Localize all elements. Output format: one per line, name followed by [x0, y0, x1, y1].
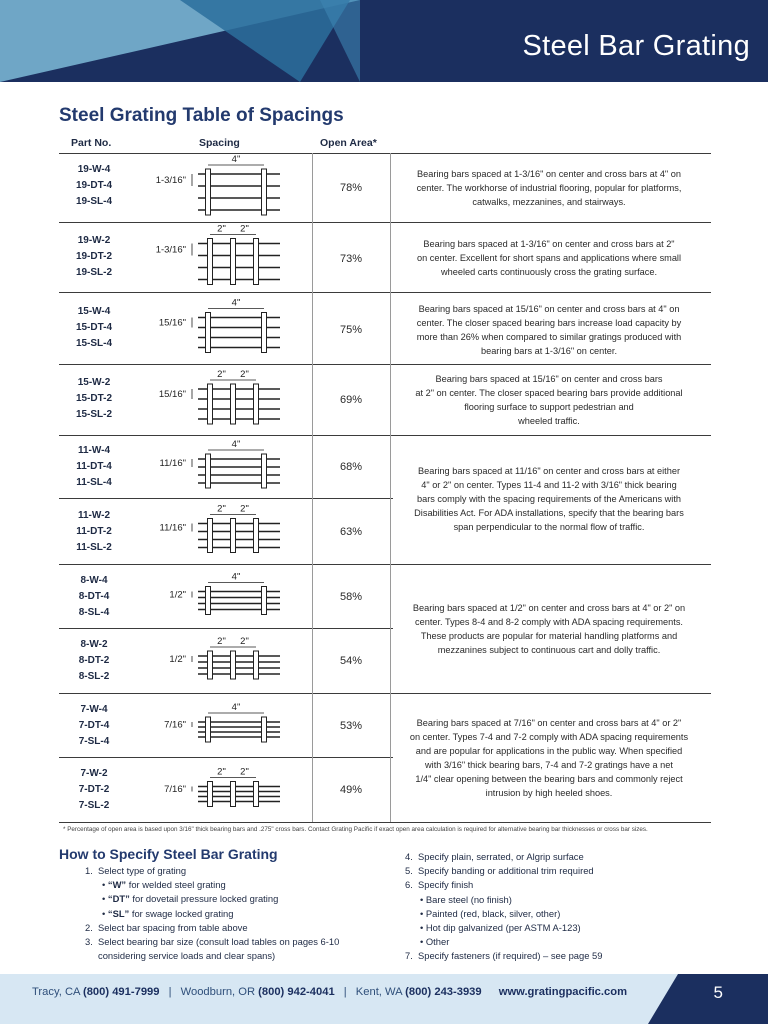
part-numbers [59, 573, 129, 621]
description-line: Bearing bars spaced at 1/2" on center and cross bars at 4" or 2" on [412, 603, 686, 613]
part-numbers [59, 702, 129, 750]
description-line: bearing bars at 1-3/16" on center. [480, 346, 618, 356]
bar-spacing-label: 15/16" [158, 389, 186, 400]
description-line: catwalks, mezzanines, and stairways. [472, 197, 626, 207]
bar-spacing-label: 11/16" [159, 522, 186, 534]
bar-spacing-label: 15/16" [158, 317, 186, 329]
grating-diagram [140, 154, 310, 227]
column-header-spacing: Spacing [199, 137, 240, 149]
cross-bar [254, 651, 259, 679]
cross-bar [208, 384, 213, 424]
cross-bar [208, 782, 213, 807]
cross-bar [231, 519, 236, 553]
cross-spacing-label: 4" [231, 154, 241, 165]
part-number: 8-SL-2 [78, 671, 110, 682]
specify-title: How to Specify Steel Bar Grating [59, 846, 278, 862]
cross-bar [206, 587, 211, 615]
part-number: 11-W-2 [77, 510, 111, 521]
description-line: Disabilities Act. For ADA installations, specify that the bearing bars [414, 508, 684, 518]
cross-bar [254, 519, 259, 553]
part-number: 7-DT-2 [78, 784, 110, 795]
bar-spacing-label: 1-3/16" [155, 175, 186, 186]
page-number: 5 [713, 983, 723, 1002]
row-description [408, 372, 690, 428]
cross-spacing-label: 4" [231, 702, 241, 713]
description-line: 1/4" clear opening between the bearing bars and commonly reject [415, 774, 683, 784]
cross-spacing-label: 2" [217, 766, 226, 778]
description-line: Bearing bars spaced at 1-3/16" on center and cross bars at 4" on [417, 169, 681, 179]
part-number: 8-SL-4 [78, 607, 110, 618]
grating-diagram-svg [140, 758, 310, 822]
list-item: • “SL” for swage locked grating [102, 907, 234, 919]
cross-spacing-label: 2" [240, 223, 249, 235]
list-item: • Other [420, 936, 450, 948]
part-number: 15-SL-2 [75, 409, 113, 420]
cross-bar [231, 239, 236, 285]
description-line: bars comply with the spacing requirements of the Americans with [416, 494, 681, 504]
list-item: 3. Select bearing bar size (consult load tables on pages 6-10 [85, 936, 340, 948]
page-header-band [0, 0, 768, 82]
cross-spacing-label: 2" [217, 369, 226, 380]
grating-diagram [140, 758, 310, 827]
cross-bar [206, 313, 211, 353]
grating-diagram-svg [140, 365, 310, 435]
list-item: 6. Specify finish [405, 879, 474, 891]
part-number: 8-DT-4 [78, 591, 110, 602]
bar-spacing-label: 1-3/16" [155, 244, 186, 256]
website-link[interactable]: www.gratingpacific.com [498, 986, 628, 998]
phone-kent: (800) 243-3939 [405, 986, 482, 998]
part-number: 19-SL-2 [75, 267, 113, 278]
open-area-value: 53% [339, 720, 363, 732]
cross-bar [254, 782, 259, 807]
grating-diagram-svg [140, 694, 310, 757]
cross-bar [208, 651, 213, 679]
footer-decoration [678, 974, 768, 1024]
part-number: 15-W-4 [77, 306, 111, 317]
grating-diagram [140, 365, 310, 440]
part-number: 8-W-4 [80, 575, 108, 586]
table-footnote: * Percentage of open area is based upon 3/16" thick bearing bars and .275" cross bars. Contact Grating Pacific if exact open area calculation is required for alternative bearing bar thicknesses or cross bar sizes. [63, 826, 648, 833]
bar-spacing-label: 1/2" [169, 589, 186, 601]
page-title: Steel Grating Table of Spacings [59, 105, 344, 126]
cross-bar [231, 782, 236, 807]
cross-bar [254, 239, 259, 285]
open-area-value: 63% [339, 526, 363, 538]
part-number: 7-SL-2 [78, 800, 110, 811]
list-item: 4. Specify plain, serrated, or Algrip surface [405, 851, 584, 862]
grating-diagram [140, 565, 310, 633]
cross-bar [208, 239, 213, 285]
grating-diagram [140, 629, 310, 698]
grating-diagram [140, 694, 310, 762]
open-area-value: 73% [339, 253, 363, 265]
description-line: mezzanines subject to continuous cart and dolly traffic. [437, 645, 661, 655]
description-line: intrusion by high heeled shoes. [485, 788, 613, 798]
cross-spacing-label: 2" [240, 636, 249, 647]
grating-diagram [140, 223, 310, 297]
part-numbers [59, 233, 129, 281]
part-number: 11-SL-2 [76, 542, 112, 553]
column-header-part-no: Part No. [71, 137, 112, 149]
list-item: • Painted (red, black, silver, other) [420, 907, 561, 919]
description-line: Bearing bars spaced at 1-3/16" on center and cross bars at 2" [423, 239, 675, 249]
row-description [393, 302, 705, 358]
row-description [393, 237, 705, 279]
part-numbers [59, 162, 129, 210]
cross-bar [254, 384, 259, 424]
description-line: Bearing bars spaced at 11/16" on center and cross bars at either [417, 466, 681, 476]
cross-bar [262, 169, 267, 215]
open-area-value: 68% [339, 461, 363, 473]
open-area-value: 58% [339, 591, 363, 603]
specify-steps-left [70, 864, 339, 963]
part-number: 7-W-4 [80, 704, 108, 715]
grating-diagram-svg [140, 436, 310, 498]
cross-spacing-label: 2" [217, 223, 226, 235]
part-number: 8-DT-2 [78, 655, 110, 666]
list-item: 5. Specify banding or additional trim required [405, 865, 594, 877]
description-line: Bearing bars spaced at 7/16" on center and cross bars at 4" or 2" [416, 718, 682, 728]
grating-diagram [140, 499, 310, 569]
list-item: 2. Select bar spacing from table above [85, 921, 248, 933]
part-number: 19-DT-2 [75, 251, 113, 262]
description-line: center. Types 8-4 and 8-2 comply with ADA spacing requirements. [415, 617, 683, 627]
page-footer-band [0, 974, 768, 1024]
bar-spacing-label: 7/16" [164, 784, 186, 795]
list-item: 7. Specify fasteners (if required) – see page 59 [405, 950, 603, 962]
separator: | [168, 986, 172, 998]
bar-spacing-label: 11/16" [159, 458, 186, 469]
cross-bar [262, 587, 267, 615]
contact-line [32, 986, 627, 998]
part-number: 7-W-2 [80, 768, 108, 779]
open-area-value: 78% [339, 182, 363, 194]
grating-diagram-svg [140, 223, 310, 292]
phone-woodburn: (800) 942-4041 [258, 986, 335, 998]
part-number: 19-SL-4 [75, 196, 113, 207]
cross-spacing-label: 2" [240, 503, 249, 515]
part-number: 11-W-4 [77, 445, 111, 456]
cross-spacing-label: 4" [231, 439, 241, 450]
table-column-divider [390, 153, 391, 822]
description-line: and are popular for applications in the public way. When specified [415, 746, 683, 756]
bar-spacing-label: 1/2" [169, 654, 186, 665]
part-number: 8-W-2 [80, 639, 108, 650]
description-line: on center. Types 7-4 and 7-2 comply with ADA spacing requirements [409, 732, 689, 742]
row-description [393, 464, 705, 534]
location-tracy: Tracy, CA [32, 986, 83, 998]
part-number: 19-W-2 [77, 235, 111, 246]
separator: | [343, 986, 347, 998]
open-area-value: 75% [339, 324, 363, 336]
list-item: • Bare steel (no finish) [420, 893, 512, 905]
row-description [393, 167, 705, 209]
cross-bar [231, 651, 236, 679]
part-number: 11-SL-4 [76, 477, 112, 488]
part-number: 7-SL-4 [78, 736, 110, 747]
open-area-value: 49% [339, 784, 363, 796]
part-number: 7-DT-4 [78, 720, 110, 731]
description-line: on center. Excellent for short spans and applications where small [416, 253, 682, 263]
header-title: Steel Bar Grating [522, 30, 750, 62]
description-line: These products are popular for material handling platforms and [420, 631, 678, 641]
list-item: • “W” for welded steel grating [102, 879, 226, 891]
cross-bar [206, 454, 211, 488]
list-item: • “DT” for dovetail pressure locked grating [102, 893, 279, 905]
list-item: considering service loads and clear spans) [98, 950, 276, 962]
part-number: 15-DT-4 [75, 322, 113, 333]
description-line: center. The closer spaced bearing bars increase load capacity by [416, 318, 682, 328]
open-area-value: 54% [339, 655, 363, 667]
cross-spacing-label: 2" [217, 636, 226, 647]
cross-spacing-label: 2" [240, 766, 249, 778]
grating-diagram [140, 293, 310, 369]
part-numbers [59, 443, 129, 491]
part-number: 15-W-2 [77, 377, 111, 388]
location-kent: Kent, WA [355, 986, 406, 998]
description-line: center. The workhorse of industrial flooring, popular for platforms, [416, 183, 682, 193]
part-number: 19-W-4 [77, 164, 111, 175]
description-line: Bearing bars spaced at 15/16" on center and cross bars [435, 374, 663, 384]
grating-diagram-svg [140, 154, 310, 222]
part-number: 11-DT-4 [76, 461, 112, 472]
grating-diagram [140, 436, 310, 503]
description-line: wheeled traffic. [518, 416, 580, 426]
grating-diagram-svg [140, 293, 310, 364]
cross-bar [206, 717, 211, 742]
row-description [393, 601, 705, 657]
header-decoration [320, 0, 360, 82]
description-line: span perpendicular to the normal flow of traffic. [453, 522, 645, 532]
grating-diagram-svg [140, 499, 310, 564]
cross-spacing-label: 4" [231, 571, 241, 583]
part-numbers [59, 637, 129, 685]
part-number: 15-SL-4 [75, 338, 113, 349]
cross-bar [262, 717, 267, 742]
cross-bar [208, 519, 213, 553]
open-area-value: 69% [339, 394, 363, 406]
description-line: wheeled carts continuously cross the grating surface. [440, 267, 658, 277]
cross-spacing-label: 4" [231, 297, 241, 309]
cross-bar [262, 313, 267, 353]
column-header-open-area: Open Area* [320, 137, 377, 149]
bar-spacing-label: 7/16" [164, 719, 186, 731]
list-item: • Hot dip galvanized (per ASTM A-123) [420, 922, 581, 934]
part-numbers [59, 375, 129, 423]
part-numbers [59, 508, 129, 556]
phone-tracy: (800) 491-7999 [82, 986, 160, 998]
description-line: more than 26% when compared to similar gratings produced with [416, 332, 682, 342]
location-woodburn: Woodburn, OR [180, 986, 259, 998]
part-number: 15-DT-2 [75, 393, 113, 404]
grating-diagram-svg [140, 565, 310, 628]
cross-spacing-label: 2" [240, 369, 249, 380]
part-numbers [59, 304, 129, 352]
part-numbers [59, 766, 129, 814]
row-description [393, 716, 705, 800]
cross-bar [262, 454, 267, 488]
cross-bar [206, 169, 211, 215]
grating-diagram-svg [140, 629, 310, 693]
description-line: 4" or 2" on center. Types 11-4 and 11-2 with 3/16" thick bearing [421, 480, 677, 490]
description-line: with 3/16" thick bearing bars, 7-4 and 7-2 gratings have a net [425, 760, 673, 770]
cross-bar [231, 384, 236, 424]
part-number: 19-DT-4 [75, 180, 113, 191]
footer-decoration [648, 974, 678, 1024]
cross-spacing-label: 2" [217, 503, 226, 515]
list-item: 1. Select type of grating [85, 865, 187, 876]
specify-steps-right [405, 850, 602, 964]
part-number: 11-DT-2 [76, 526, 112, 537]
description-line: at 2" on center. The closer spaced bearing bars provide additional flooring surface to support pedestrian and [415, 388, 683, 412]
description-line: Bearing bars spaced at 15/16" on center and cross bars at 4" on [418, 304, 680, 314]
